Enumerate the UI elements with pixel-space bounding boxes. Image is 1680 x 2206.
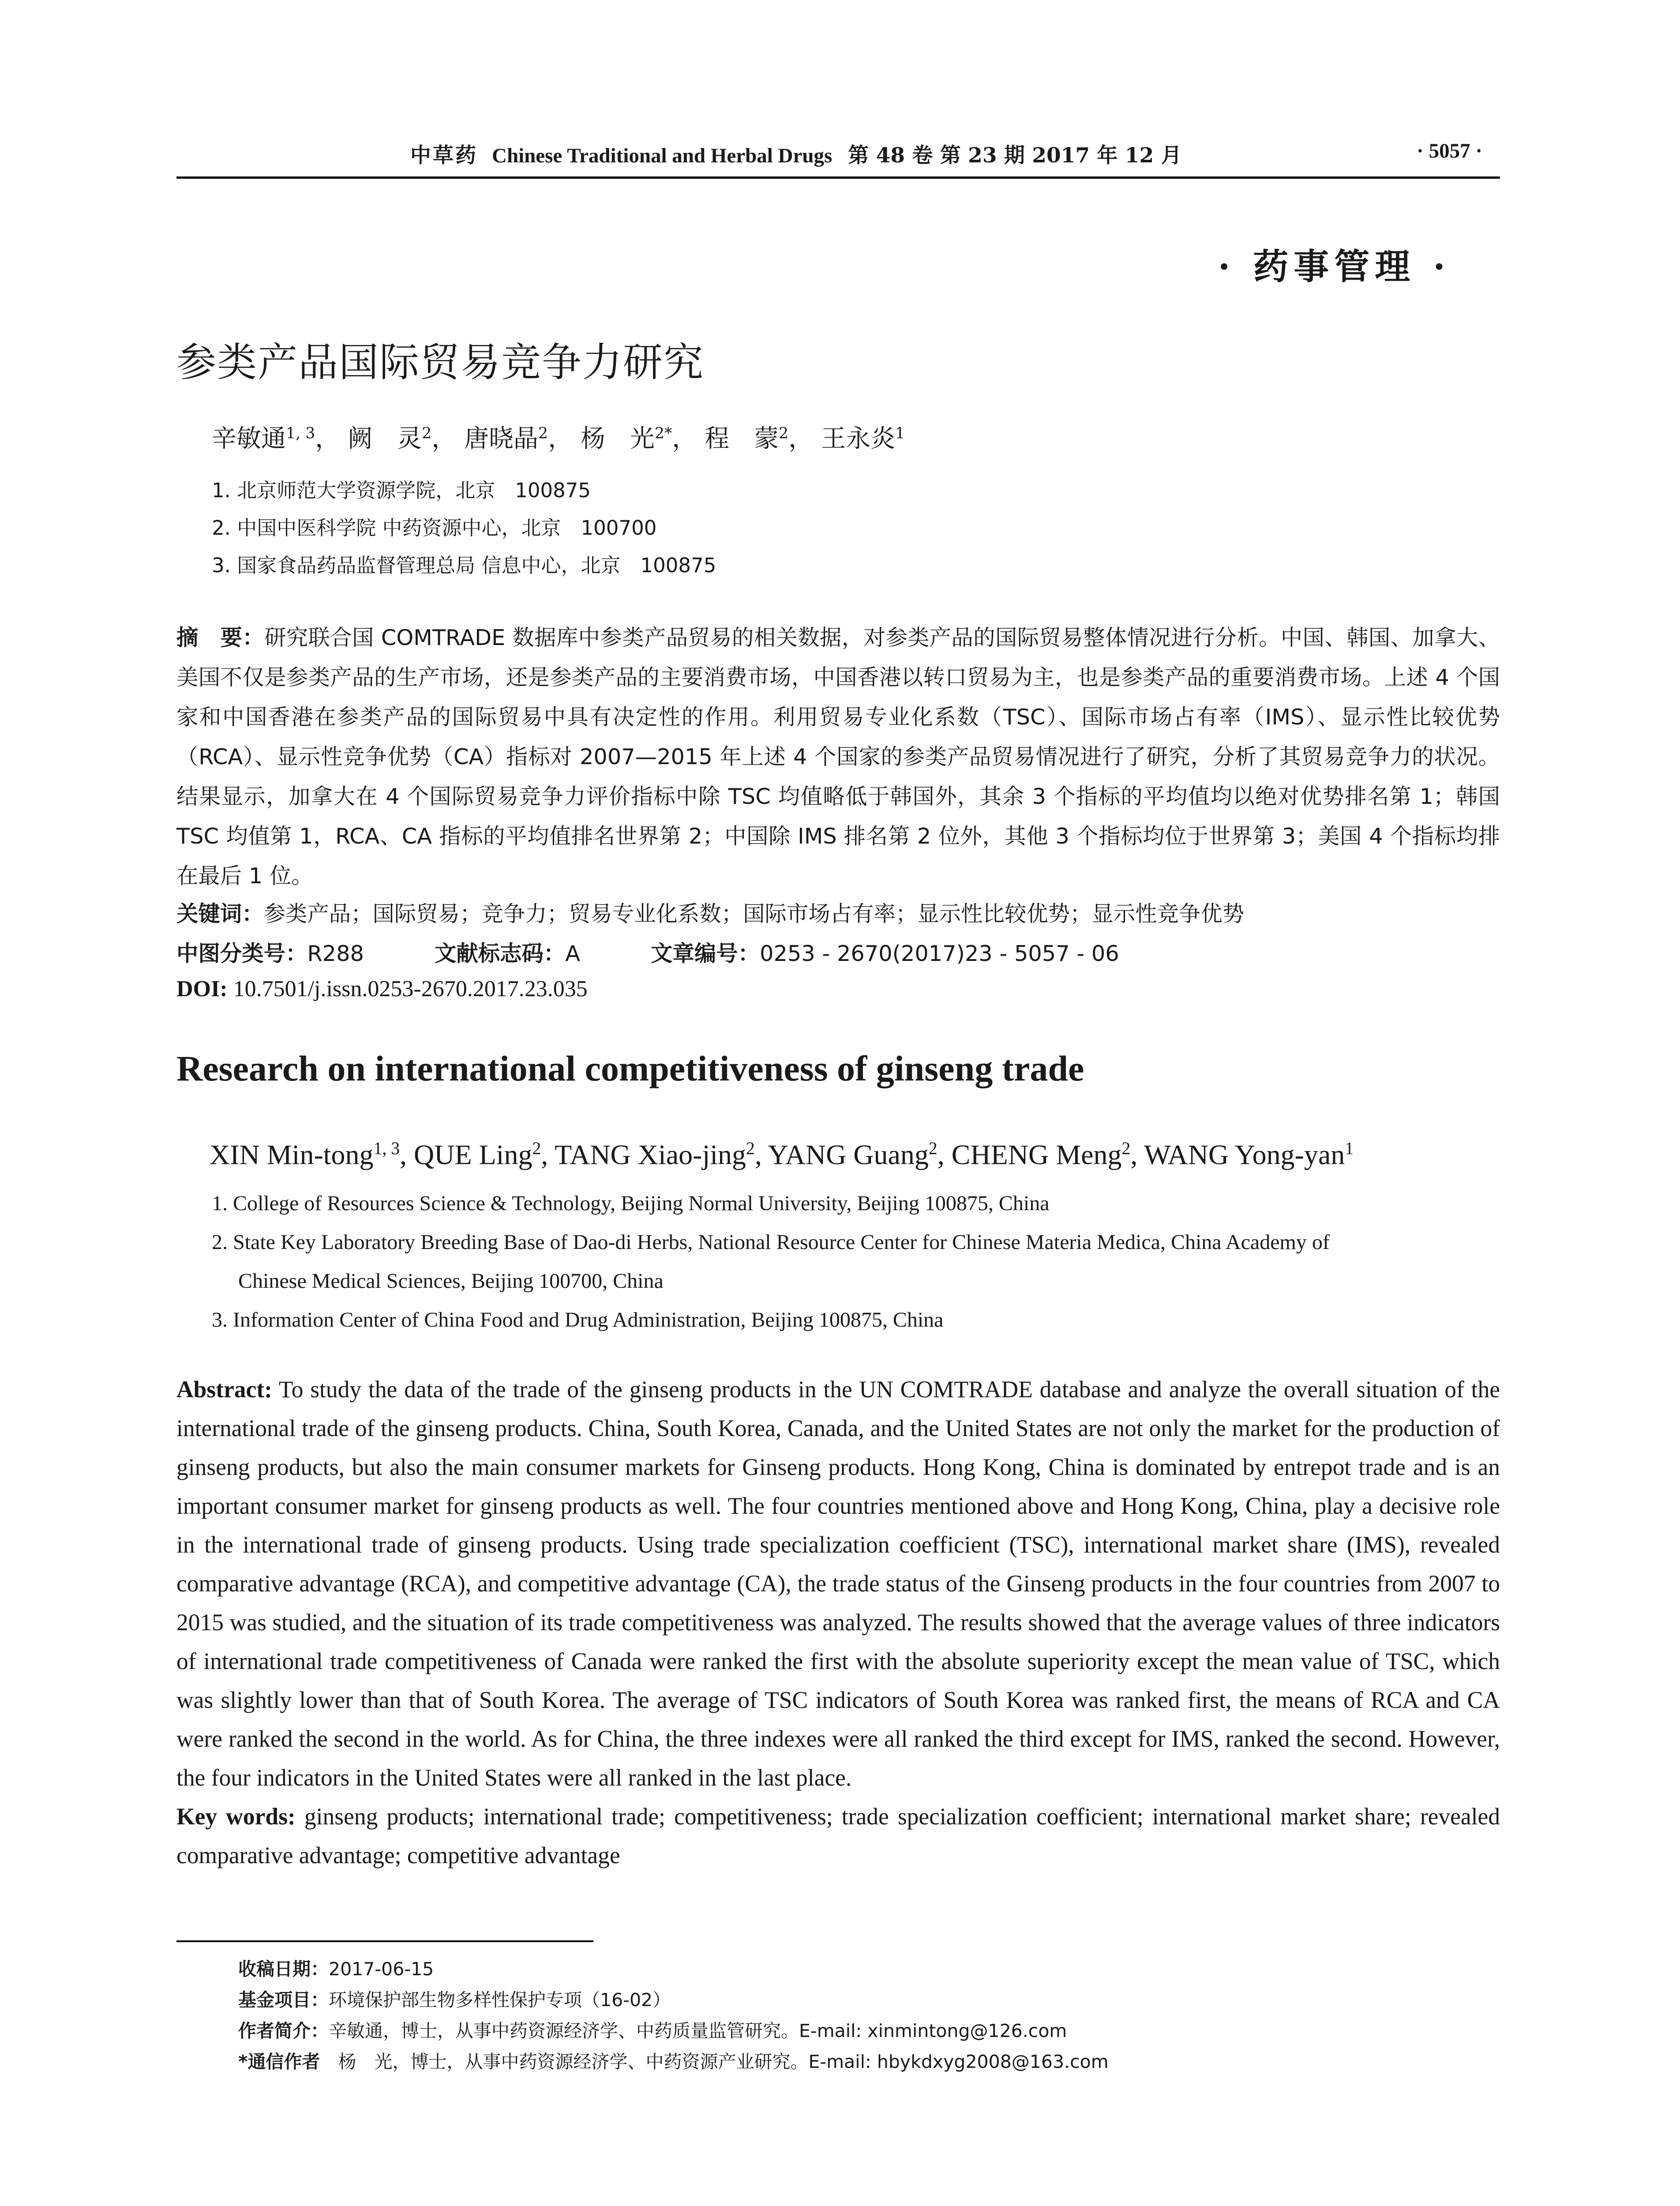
journal-name-zh: 中草药	[410, 143, 478, 168]
keywords-zh-text: 参类产品；国际贸易；竞争力；贸易专业化系数；国际市场占有率；显示性比较优势；显示性竞争优势	[263, 901, 1245, 927]
footnote-funding	[238, 1985, 671, 2011]
author-en: CHENG Meng	[951, 1139, 1122, 1171]
author-affil-mark: 2	[422, 424, 432, 443]
author-affil-mark: 2	[928, 1139, 938, 1158]
footnote-rule	[176, 1940, 593, 1942]
title-zh: 参类产品国际贸易竞争力研究	[176, 339, 704, 386]
abstract-zh-text: 研究联合国 COMTRADE 数据库中参类产品贸易的相关数据，对参类产品的国际贸易整体情况进行分析。中国、韩国、加拿大、美国不仅是参类产品的生产市场，还是参类产品的主要消费市场，中国香港以转口贸易为主，也是参类产品的重要消费市场。上述 4 个国家和中国香港在参类产品的国际贸易中具有决定性的作用。利用贸易专业化系数（TSC）、国际市场占有率（IMS）、显示性比较优势（RCA）、显示性竞争优势（CA）指标对 2007—2015 年上述 4 个国家的参类产品贸易情况进行了研究，分析了其贸易竞争力的状况。结果显示，加拿大在 4 个国际贸易竞争力评价指标中除 TSC 均值略低于韩国外，其余 3 个指标的平均值均以绝对优势排名第 1；韩国 TSC 均值第 1，RCA、CA 指标的平均值排名世界第 2；中国除 IMS 排名第 2 位外，其他 3 个指标均位于世界第 3；美国 4 个指标均排在最后 1 位。	[176, 625, 1500, 889]
author-affil-mark: 2	[538, 424, 548, 443]
author-zh: 程 蒙	[705, 424, 779, 453]
affiliation-zh-2: 2. 中国中医科学院 中药资源中心，北京 100700	[212, 516, 657, 540]
title-en: Research on international competitiveness of ginseng trade	[176, 1048, 1084, 1088]
keywords-en-text: ginseng products; international trade; competitiveness; trade specialization coefficient; international market share; revealed comparative advantage; competitive advantage	[176, 1803, 1500, 1868]
footnote-label: *通信作者	[238, 2051, 338, 2072]
abstract-en-paragraph	[176, 1370, 1500, 1797]
affiliation-en-2: 2. State Key Laboratory Breeding Base of Dao-di Herbs, National Resource Center for Chinese Materia Medica, China Academy of	[212, 1231, 1330, 1254]
doi-line	[176, 976, 588, 1002]
keywords-zh	[176, 897, 1244, 928]
header-rule	[176, 176, 1500, 179]
affiliation-en-3: 3. Information Center of China Food and Drug Administration, Beijing 100875, China	[212, 1308, 944, 1332]
author-affil-mark: 2*	[654, 424, 672, 443]
author-zh: 阙 灵	[348, 424, 422, 453]
classification-line	[176, 936, 1119, 968]
author-zh: 辛敏通	[212, 424, 286, 453]
author-en: TANG Xiao-jing	[555, 1139, 746, 1171]
footnote-text: 2017-06-15	[329, 1958, 434, 1980]
clc-value: R288	[307, 941, 364, 966]
article-no-label: 文章编号：	[651, 941, 760, 966]
keywords-en-paragraph	[176, 1797, 1500, 1875]
abstract-en	[176, 1370, 1500, 1875]
doi-label: DOI:	[176, 976, 228, 1002]
footnote-text: 环境保护部生物多样性保护专项（16-02）	[329, 1989, 671, 2011]
journal-info	[410, 139, 1182, 169]
author-zh: 唐晓晶	[464, 424, 538, 453]
author-en: QUE Ling	[414, 1139, 532, 1171]
author-affil-mark: 2	[1121, 1139, 1131, 1158]
abstract-en-label: Abstract:	[176, 1376, 272, 1403]
footnote-corresponding	[238, 2047, 1109, 2073]
author-zh: 杨 光	[580, 424, 655, 453]
affiliation-en-1: 1. College of Resources Science & Technology, Beijing Normal University, Beijing 100875, China	[212, 1192, 1050, 1215]
author-en: XIN Min-tong	[210, 1139, 374, 1171]
section-tag: · 药事管理 ·	[1218, 246, 1451, 287]
author-affil-mark: 2	[779, 424, 789, 443]
doc-code-label: 文献标志码：	[434, 941, 566, 966]
footnote-text: 杨 光，博士，从事中药资源经济学、中药资源产业研究。E-mail: hbykdxyg2008@163.com	[338, 2051, 1109, 2072]
author-en: YANG Guang	[768, 1139, 929, 1171]
author-affil-mark: 1	[1345, 1139, 1354, 1158]
issue-info: 第 48 卷 第 23 期 2017 年 12 月	[848, 143, 1182, 168]
article-no-value: 0253 - 2670(2017)23 - 5057 - 06	[760, 941, 1119, 966]
footnote-label: 作者简介：	[238, 2020, 329, 2041]
footnote-label: 基金项目：	[238, 1989, 329, 2011]
abstract-zh-label: 摘 要：	[176, 625, 265, 650]
abstract-en-text: To study the data of the trade of the ginseng products in the UN COMTRADE database and analyze the overall situation of the international trade of the ginseng products. China, South Korea, Canada, and the United States are not only the market for the production of ginseng products, but also the main consumer markets for Ginseng products. Hong Kong, China is dominated by entrepot trade and is an important consumer market for ginseng products as well. The four countries mentioned above and Hong Kong, China, play a decisive role in the international trade of ginseng products. Using trade specialization coefficient (TSC), international market share (IMS), revealed comparative advantage (RCA), and competitive advantage (CA), the trade status of the Ginseng products in the four countries from 2007 to 2015 was studied, and the situation of its trade competitiveness was analyzed. The results showed that the average values of three indicators of international trade competitiveness of Canada were ranked the first with the absolute superiority except the mean value of TSC, which was slightly lower than that of South Korea. The average of TSC indicators of South Korea was ranked first, the means of RCA and CA were ranked the second in the world. As for China, the three indexes were all ranked the third except for IMS, ranked the second. However, the four indicators in the United States were all ranked in the last place.	[176, 1376, 1500, 1791]
affiliation-zh-1: 1. 北京师范大学资源学院，北京 100875	[212, 479, 591, 502]
authors-en: XIN Min-tong$^{1, 3}$, QUE Ling$^2$, TANG Xiao-jing$^2$, YANG Guang$^2$, CHENG Meng$^2$, WANG Yong-yan$^1$	[210, 1139, 1354, 1171]
footnote-author-bio	[238, 2016, 1067, 2042]
footnote-received	[238, 1955, 434, 1981]
author-affil-mark: 1, 3	[286, 424, 315, 443]
running-header	[176, 139, 1500, 179]
author-affil-mark: 1	[895, 424, 905, 443]
page-number: · 5057 ·	[1417, 139, 1482, 162]
abstract-zh	[176, 618, 1500, 896]
doi-value: 10.7501/j.issn.0253-2670.2017.23.035	[227, 976, 588, 1002]
authors-zh: 辛敏通$^{1, 3}$， 阙 灵$^2$， 唐晓晶$^2$， 杨 光$^{2*}$， 程 蒙$^2$， 王永炎$^1$	[212, 424, 905, 453]
keywords-en-label: Key words:	[176, 1803, 296, 1830]
author-en: WANG Yong-yan	[1144, 1139, 1345, 1171]
journal-name-en: Chinese Traditional and Herbal Drugs	[492, 144, 832, 167]
clc-label: 中图分类号：	[176, 941, 308, 966]
affiliation-zh-3: 3. 国家食品药品监督管理总局 信息中心，北京 100875	[212, 554, 716, 577]
author-affil-mark: 2	[532, 1139, 541, 1158]
author-affil-mark: 2	[746, 1139, 755, 1158]
keywords-zh-label: 关键词：	[176, 901, 264, 927]
footnote-text: 辛敏通，博士，从事中药资源经济学、中药质量监管研究。E-mail: xinmintong@126.com	[329, 2020, 1067, 2041]
footnote-label: 收稿日期：	[238, 1958, 329, 1980]
affiliation-en-2-cont: Chinese Medical Sciences, Beijing 100700, China	[238, 1269, 664, 1293]
author-affil-mark: 1, 3	[373, 1139, 400, 1158]
doc-code-value: A	[565, 941, 581, 966]
author-zh: 王永炎	[821, 424, 896, 453]
